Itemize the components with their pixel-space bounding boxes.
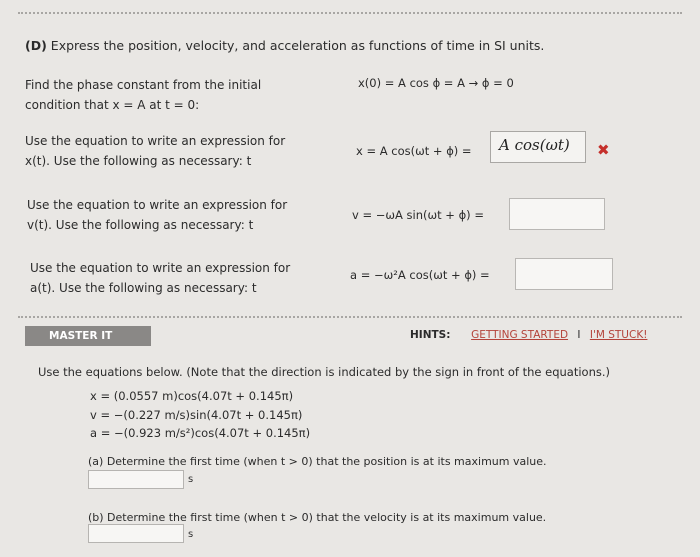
prompt-line: Find the phase constant from the initial bbox=[25, 78, 262, 92]
a-answer-field[interactable] bbox=[515, 258, 613, 290]
instructions-text: Use the equations below. (Note that the direction is indicated by the sign in front of the equations.) bbox=[38, 365, 611, 379]
row-a-prompt bbox=[30, 258, 290, 298]
row-phase-prompt bbox=[25, 75, 261, 115]
incorrect-x-icon: ✖ bbox=[597, 141, 610, 159]
equation-x: x = (0.0557 m)cos(4.07t + 0.145π) bbox=[90, 389, 294, 403]
question-b-unit: s bbox=[188, 529, 194, 540]
hints-row bbox=[410, 329, 647, 341]
getting-started-link[interactable]: GETTING STARTED bbox=[471, 329, 569, 341]
prompt-line: a(t). Use the following as necessary: t bbox=[30, 281, 257, 295]
equation-list bbox=[90, 387, 310, 443]
prompt-line: Use the equation to write an expression for bbox=[30, 261, 291, 275]
im-stuck-link[interactable]: I'M STUCK! bbox=[589, 329, 648, 341]
prompt-line: condition that x = A at t = 0: bbox=[25, 98, 200, 112]
question-b-text: (b) Determine the first time (when t > 0) that the velocity is at its maximum value. bbox=[88, 511, 547, 524]
hints-label: HINTS: bbox=[410, 329, 451, 341]
prompt-line: x(t). Use the following as necessary: t bbox=[25, 154, 252, 168]
v-answer-field[interactable] bbox=[509, 198, 605, 230]
prompt-line: Use the equation to write an expression for bbox=[25, 134, 286, 148]
x-answer-value: A cos(ωt) bbox=[499, 136, 570, 154]
part-d-title bbox=[25, 38, 544, 53]
question-b-input[interactable] bbox=[88, 524, 184, 543]
a-equation: a = −ω²A cos(ωt + ϕ) = bbox=[350, 268, 490, 282]
phase-equation: x(0) = A cos ϕ = A → ϕ = 0 bbox=[358, 76, 514, 90]
row-x-prompt bbox=[25, 131, 285, 171]
top-divider bbox=[18, 12, 682, 14]
prompt-line: Use the equation to write an expression for bbox=[27, 198, 288, 212]
part-letter: (D) bbox=[25, 38, 47, 53]
master-it-bar: MASTER IT bbox=[25, 326, 151, 346]
equation-v: v = −(0.227 m/s)sin(4.07t + 0.145π) bbox=[90, 407, 303, 422]
hint-separator: I bbox=[577, 329, 581, 341]
question-a-text: (a) Determine the first time (when t > 0) that the position is at its maximum value. bbox=[88, 455, 547, 468]
x-answer-field[interactable] bbox=[490, 131, 586, 163]
x-equation: x = A cos(ωt + ϕ) = bbox=[356, 144, 472, 158]
prompt-line: v(t). Use the following as necessary: t bbox=[27, 218, 254, 232]
row-v-prompt bbox=[27, 195, 287, 235]
equation-a: a = −(0.923 m/s²)cos(4.07t + 0.145π) bbox=[90, 426, 311, 440]
question-a-input[interactable] bbox=[88, 470, 184, 489]
part-title-text: Express the position, velocity, and acceleration as functions of time in SI units. bbox=[50, 38, 545, 53]
question-a-unit: s bbox=[188, 474, 194, 485]
master-divider bbox=[18, 316, 682, 318]
v-equation: v = −ωA sin(ωt + ϕ) = bbox=[352, 208, 484, 222]
